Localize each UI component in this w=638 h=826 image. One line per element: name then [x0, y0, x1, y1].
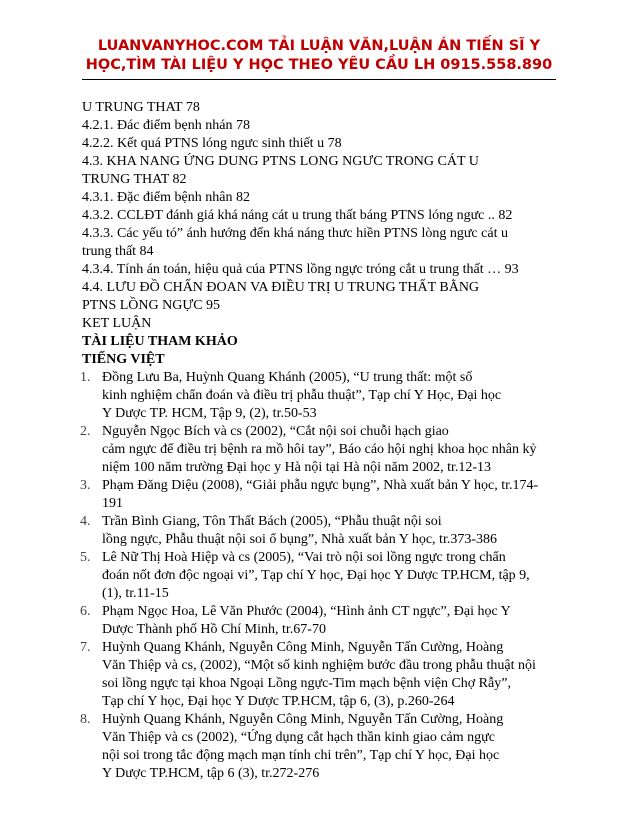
toc-line: PTNS LỒNG NGỰC 95: [82, 298, 221, 313]
reference-line: Y Dược TP. HCM, Tập 9, (2), tr.50-53: [102, 406, 317, 421]
toc-line: 4.3.4. Tính án toán, hiệu quả cúa PTNS lồng ngực tróng cắt u trung thất … 93: [82, 262, 519, 277]
reference-line: cảm ngực để điều trị bệnh ra mồ hôi tay”, Báo cáo hội nghị khoa học nhân kỷ: [102, 442, 537, 457]
toc-list: [82, 99, 562, 333]
toc-line: 4.3.1. Đặc điểm bệnh nhân 82: [82, 190, 250, 205]
reference-item: [82, 711, 562, 783]
reference-item: [82, 513, 562, 549]
reference-line: nội soi trong tắc động mạch mạn tính chi trên”, Tạp chí Y học, Đại học: [102, 748, 500, 763]
reference-item: [82, 603, 562, 639]
toc-line: TRUNG THAT 82: [82, 172, 187, 187]
reference-number: 6.: [80, 604, 91, 619]
reference-number: 8.: [80, 712, 91, 727]
reference-line: Y Dược TP.HCM, tập 6 (3), tr.272-276: [102, 766, 320, 781]
reference-line: Tạp chí Y học, Đại học Y Dược TP.HCM, tập 6, (3), p.260-264: [102, 694, 455, 709]
reference-number: 2.: [80, 424, 91, 439]
reference-line: Phạm Ngọc Hoa, Lê Văn Phước (2004), “Hình ảnh CT ngực”, Đại học Y: [102, 604, 511, 619]
reference-line: 191: [102, 496, 123, 511]
toc-line: KET LUẬN: [82, 316, 152, 331]
reference-number: 4.: [80, 514, 91, 529]
reference-number: 7.: [80, 640, 91, 655]
toc-line: U TRUNG THAT 78: [82, 100, 200, 115]
section-title: TIẾNG VIỆT: [82, 352, 165, 367]
reference-line: soi lồng ngực tại khoa Ngoại Lồng ngực-Tim mạch bệnh viện Chợ Rẫy”,: [102, 676, 511, 691]
reference-line: Văn Thiệp và cs (2002), “Ứng dụng cắt hạch thần kinh giao cảm ngực: [102, 730, 495, 745]
reference-line: lồng ngực, Phẫu thuật nội soi ổ bụng”, Nhà xuất bản Y học, tr.373-386: [102, 532, 497, 547]
reference-line: Huỳnh Quang Khánh, Nguyễn Công Minh, Nguyễn Tấn Cường, Hoàng: [102, 712, 504, 727]
reference-line: niệm 100 năm trường Đại học y Hà nội tại Hà nội năm 2002, tr.12-13: [102, 460, 492, 475]
reference-line: Phạm Đăng Diệu (2008), “Giải phẫu ngực bụng”, Nhà xuất bản Y học, tr.174-: [102, 478, 539, 493]
reference-item: [82, 549, 562, 603]
reference-line: đoán nốt đơn độc ngoại vi”, Tạp chí Y học, Đại học Y Dược TP.HCM, tập 9,: [102, 568, 530, 583]
toc-line: 4.2.2. Kết quá PTNS lóng ngưc sinh thiết u 78: [82, 136, 342, 151]
toc-line: 4.2.1. Đác điểm bẹnh nhán 78: [82, 118, 250, 133]
reference-line: Dược Thành phố Hồ Chí Minh, tr.67-70: [102, 622, 326, 637]
references-title: TÀI LIỆU THAM KHẢO: [82, 334, 238, 349]
reference-line: (1), tr.11-15: [102, 586, 169, 601]
reference-item: [82, 423, 562, 477]
header-divider: [82, 79, 556, 80]
reference-number: 3.: [80, 478, 91, 493]
toc-line: 4.4. LƯU ĐỒ CHẨN ĐOAN VA ĐIỀU TRỊ U TRUNG THẤT BẰNG: [82, 280, 480, 295]
reference-line: kinh nghiệm chẩn đoán và điều trị phẫu thuật”, Tạp chí Y Học, Đại học: [102, 388, 502, 403]
reference-line: Lê Nữ Thị Hoà Hiệp và cs (2005), “Vai trò nội soi lồng ngực trong chẩn: [102, 550, 506, 565]
header-line-1: LUANVANYHOC.COM TẢI LUẬN VĂN,LUẬN ÁN TIẾN SĨ Y: [97, 38, 541, 54]
page-header: [60, 37, 578, 75]
reference-line: Đồng Lưu Ba, Huỳnh Quang Khánh (2005), “U trung thất: một số: [102, 370, 473, 385]
toc-line: 4.3.2. CCLĐT đánh giá khá náng cát u trung thất báng PTNS lóng ngưc .. 82: [82, 208, 513, 223]
reference-item: [82, 639, 562, 711]
reference-line: Văn Thiệp và cs, (2002), “Một số kinh nghiệm bước đầu trong phẫu thuật nội: [102, 658, 536, 673]
toc-line: 4.3.3. Các yếu tó” ánh hướng đến khá náng thưc hiền PTNS lòng ngưc cát u: [82, 226, 508, 241]
reference-line: Nguyễn Ngọc Bích và cs (2002), “Cắt nội soi chuỗi hạch giao: [102, 424, 449, 439]
reference-list: [82, 369, 562, 783]
reference-line: Trần Bình Giang, Tôn Thất Bách (2005), “Phẫu thuật nội soi: [102, 514, 442, 529]
toc-line: 4.3. KHA NANG ỨNG DUNG PTNS LONG NGƯC TRONG CÁT U: [82, 154, 479, 169]
reference-item: [82, 477, 562, 513]
reference-line: Huỳnh Quang Khánh, Nguyễn Công Minh, Nguyễn Tấn Cường, Hoàng: [102, 640, 504, 655]
toc-line: trung thất 84: [82, 244, 154, 259]
reference-number: 5.: [80, 550, 91, 565]
header-line-2: HỌC,TÌM TÀI LIỆU Y HỌC THEO YÊU CẦU LH 0915.558.890: [85, 57, 553, 73]
document-body: [82, 99, 562, 783]
reference-number: 1.: [80, 370, 91, 385]
reference-item: [82, 369, 562, 423]
